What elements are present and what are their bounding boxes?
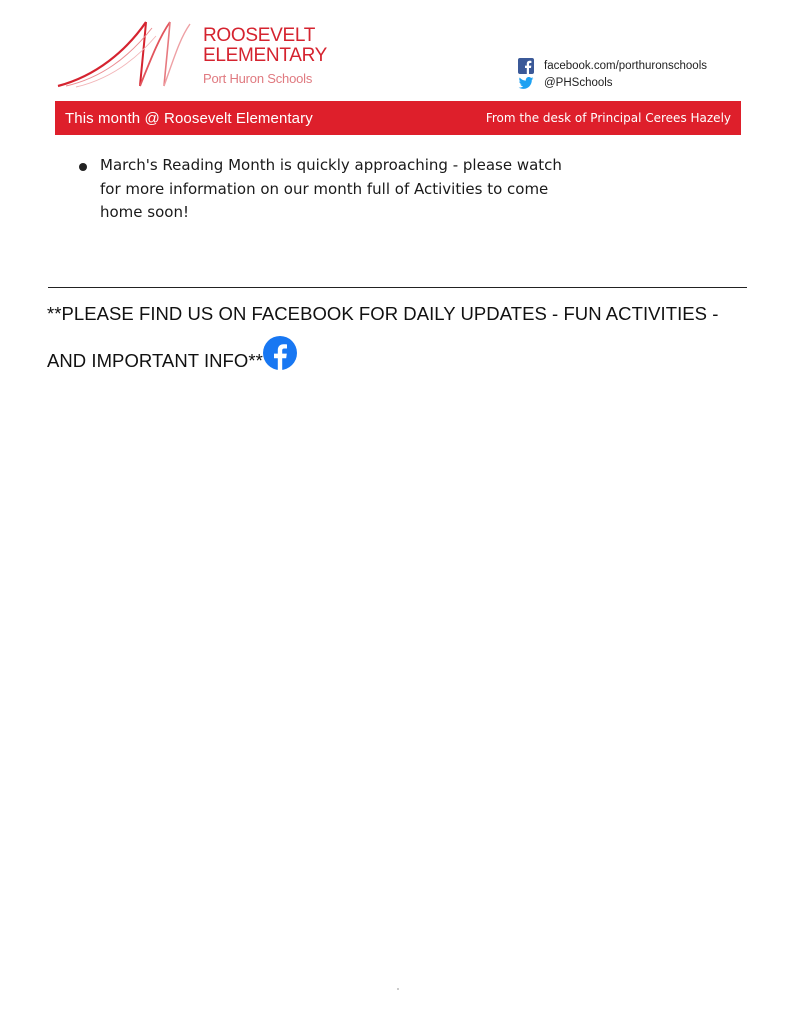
- facebook-link[interactable]: [518, 57, 707, 74]
- social-links: [518, 57, 707, 91]
- announcement-list: [76, 154, 576, 225]
- facebook-note: [47, 293, 757, 382]
- roosevelt-logo-icon: [56, 16, 196, 90]
- facebook-link-text: facebook.com/porthuronschools: [544, 59, 708, 72]
- bullet-icon: [79, 163, 87, 171]
- list-item-text: March's Reading Month is quickly approaching - please watch for more information on our month full of Activities to come home soon!: [100, 156, 562, 221]
- list-item: [76, 154, 576, 225]
- school-name: [203, 26, 327, 66]
- twitter-bird-icon: [518, 75, 534, 91]
- scan-speck: [397, 988, 399, 990]
- twitter-link-text: @PHSchools: [544, 76, 613, 89]
- twitter-link[interactable]: [518, 74, 707, 91]
- facebook-square-icon: [518, 58, 534, 74]
- banner-title: This month @ Roosevelt Elementary: [65, 109, 313, 127]
- divider: [48, 287, 747, 288]
- banner-byline: From the desk of Principal Cerees Hazely: [485, 111, 731, 125]
- facebook-note-text: **PLEASE FIND US ON FACEBOOK FOR DAILY UPDATES - FUN ACTIVITIES - AND IMPORTANT INFO**: [47, 303, 719, 371]
- school-name-line2: ELEMENTARY: [203, 45, 328, 66]
- header-banner: [55, 101, 741, 135]
- facebook-round-icon[interactable]: [262, 335, 298, 371]
- school-name-line1: ROOSEVELT: [203, 25, 316, 46]
- district-name: Port Huron Schools: [203, 71, 313, 86]
